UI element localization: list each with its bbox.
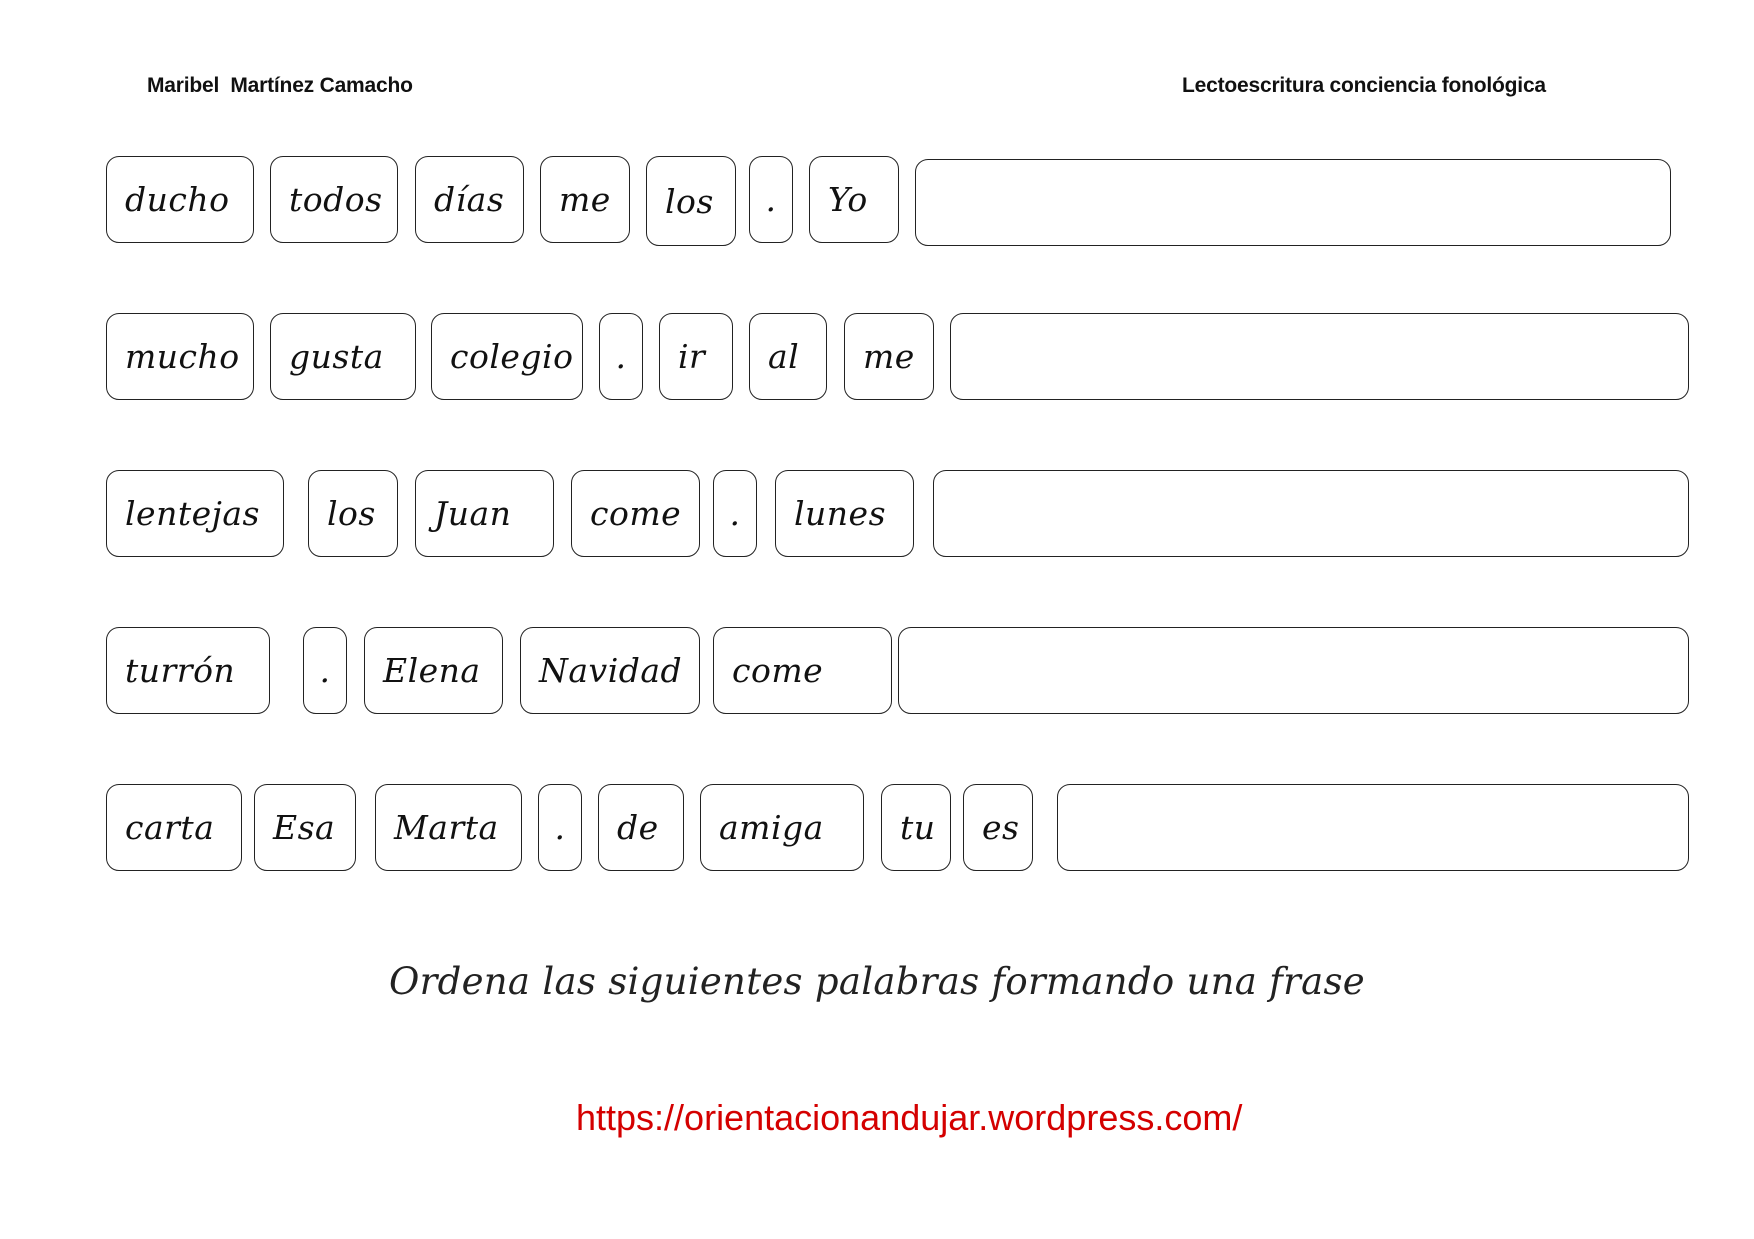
- period-card[interactable]: .: [599, 313, 643, 400]
- period-card[interactable]: .: [303, 627, 347, 714]
- word-card[interactable]: Elena: [364, 627, 503, 714]
- author-name: Maribel Martínez Camacho: [147, 74, 413, 97]
- period-card[interactable]: .: [749, 156, 793, 243]
- word-card[interactable]: turrón: [106, 627, 270, 714]
- word-card[interactable]: Esa: [254, 784, 356, 871]
- sentence-row-1: [0, 156, 1754, 246]
- word-card[interactable]: colegio: [431, 313, 583, 400]
- answer-box-1[interactable]: [915, 159, 1671, 246]
- word-card[interactable]: de: [598, 784, 684, 871]
- sentence-row-5: [0, 784, 1754, 874]
- website-link[interactable]: https://orientacionandujar.wordpress.com/: [576, 1097, 1243, 1138]
- sentence-row-2: [0, 313, 1754, 403]
- period-card[interactable]: .: [713, 470, 757, 557]
- subject-title: Lectoescritura conciencia fonológica: [1182, 74, 1546, 97]
- sentence-row-3: [0, 470, 1754, 560]
- word-card[interactable]: lunes: [775, 470, 914, 557]
- word-card[interactable]: Juan: [415, 470, 554, 557]
- word-card[interactable]: gusta: [270, 313, 416, 400]
- word-card[interactable]: Marta: [375, 784, 522, 871]
- instruction-text: Ordena las siguientes palabras formando una frase: [389, 960, 1365, 1003]
- word-card[interactable]: los: [646, 156, 736, 246]
- word-card[interactable]: ir: [659, 313, 733, 400]
- word-card[interactable]: come: [571, 470, 700, 557]
- answer-box-5[interactable]: [1057, 784, 1689, 871]
- word-card[interactable]: los: [308, 470, 398, 557]
- answer-box-3[interactable]: [933, 470, 1689, 557]
- word-card[interactable]: al: [749, 313, 827, 400]
- word-card[interactable]: tu: [881, 784, 951, 871]
- word-card[interactable]: mucho: [106, 313, 254, 400]
- word-card[interactable]: días: [415, 156, 524, 243]
- period-card[interactable]: .: [538, 784, 582, 871]
- word-card[interactable]: Yo: [809, 156, 899, 243]
- answer-box-4[interactable]: [898, 627, 1689, 714]
- word-card[interactable]: come: [713, 627, 892, 714]
- word-card[interactable]: amiga: [700, 784, 864, 871]
- word-card[interactable]: Navidad: [520, 627, 700, 714]
- word-card[interactable]: todos: [270, 156, 398, 243]
- word-card[interactable]: lentejas: [106, 470, 284, 557]
- answer-box-2[interactable]: [950, 313, 1689, 400]
- word-card[interactable]: me: [540, 156, 630, 243]
- word-card[interactable]: ducho: [106, 156, 254, 243]
- word-card[interactable]: es: [963, 784, 1033, 871]
- word-card[interactable]: carta: [106, 784, 242, 871]
- word-card[interactable]: me: [844, 313, 934, 400]
- sentence-row-4: [0, 627, 1754, 717]
